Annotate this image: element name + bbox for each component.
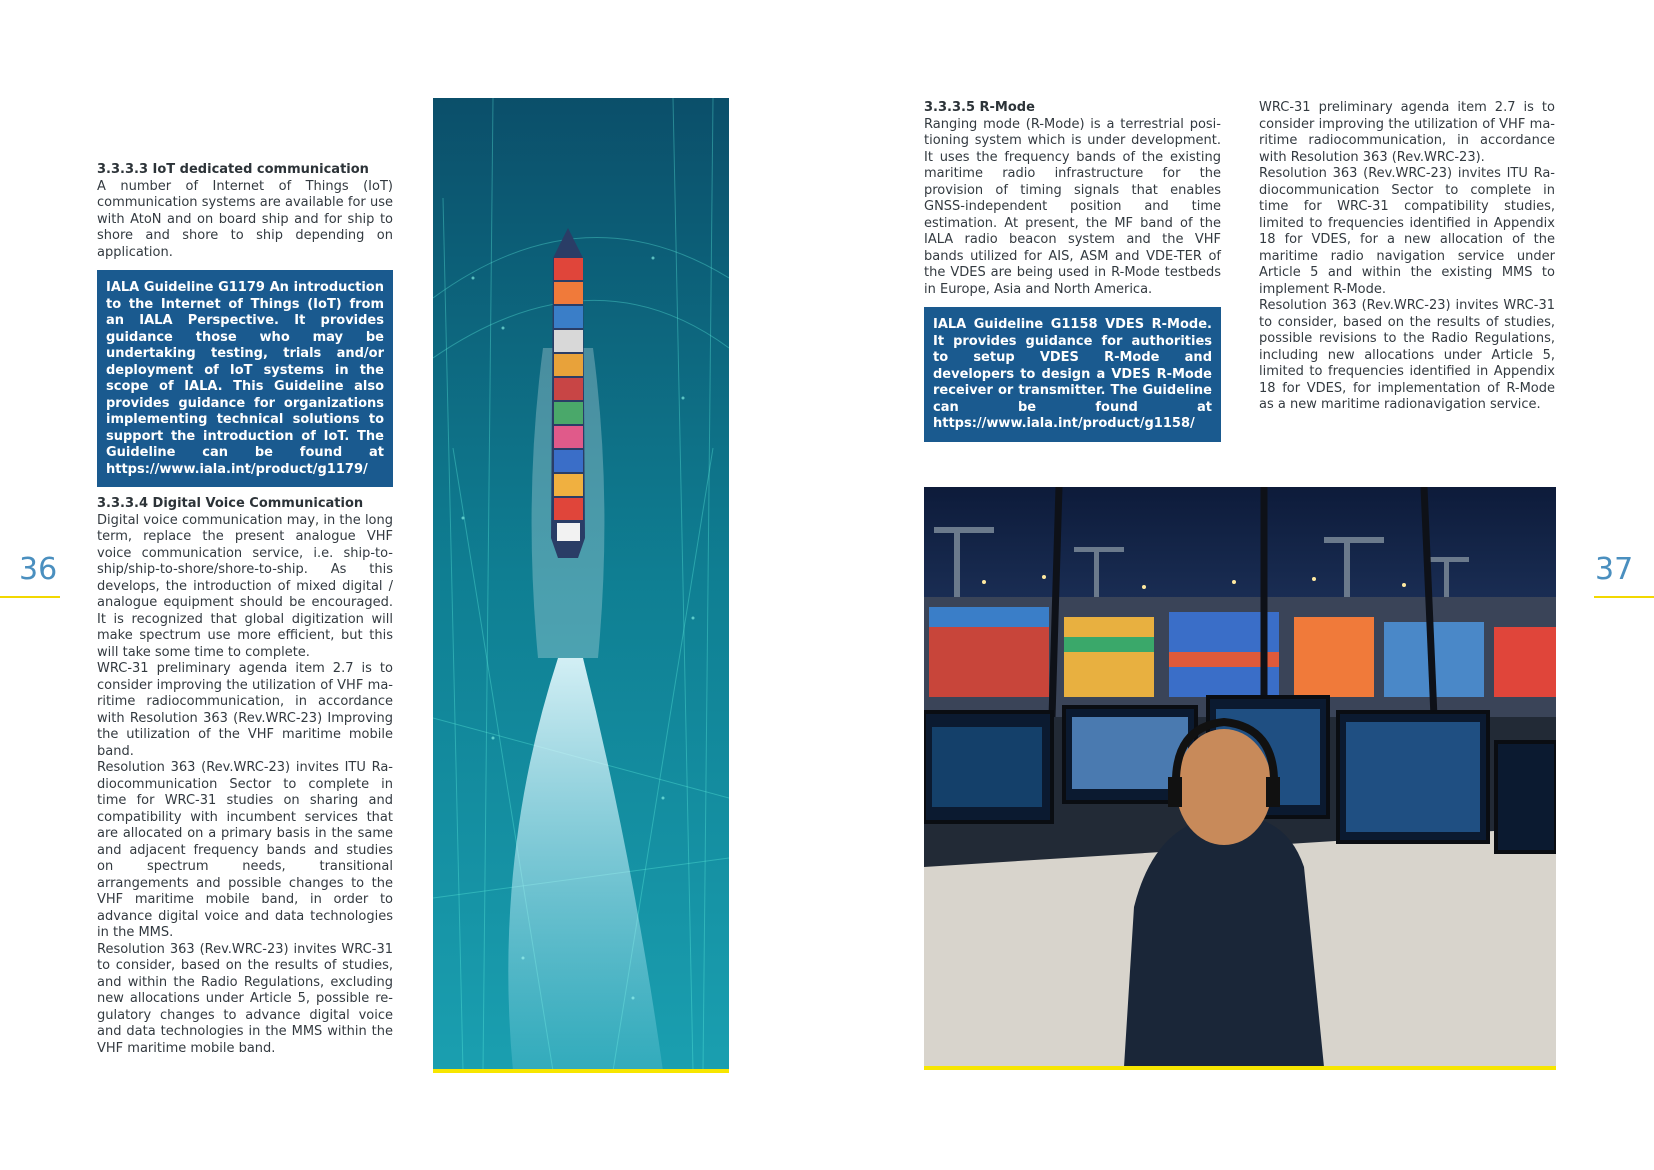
callout-g1158: IALA Guideline G1158 VDES R-Mode. It provides guidance for authorities to setup VDES R-Mode and developers to design a VDES R-Mode receiver or transmitter. The Guideline can be found at https://www.iala.int/product/g1158/ [924, 307, 1221, 442]
wrc-paragraph-3: Resolution 363 (Rev.WRC-23) invites WRC-31 to consider, based on the results of studies, possible revisions to the Radio Regulations, including new allocations under Article 5, limited to frequencies identified in Appendix 18 for VDES, for implementation of R-Mode as a new maritime radionavigation service. [1259, 298, 1555, 412]
section-heading-iot: 3.3.3.3 IoT dedicated communication [97, 162, 369, 177]
container-ship-aerial-photo [433, 98, 729, 1071]
page-number-rule-right [1594, 596, 1654, 598]
section-heading-r-mode: 3.3.3.5 R-Mode [924, 100, 1035, 115]
wrc-text-column [1259, 100, 1555, 414]
section-body-iot: A number of Internet of Things (IoT) communication systems are available for use with AtoN and on board ship and for ship to shore and shore to ship depending on application. [97, 178, 393, 260]
digital-voice-paragraph-1: Digital voice communication may, in the long term, replace the present analogue VHF voice communication service, i.e. ship-to-ship/ship-to-shore/shore-to-ship. As this develops, the introduction of mixed digital / analogue equipment should be encouraged. It is recognized that global digitization will make spectrum use more efficient, but this will take some time to complete. [97, 512, 393, 660]
page-number-left: 36 [19, 552, 58, 587]
page-number-right: 37 [1595, 552, 1634, 587]
r-mode-text-column [924, 100, 1221, 442]
section-heading-digital-voice: 3.3.3.4 Digital Voice Communication [97, 496, 364, 511]
wrc-paragraph-1: WRC-31 preliminary agenda item 2.7 is to consider improving the utilization of VHF maritime radiocommunication, in accordance with Resolution 363 (Rev.WRC-23). [1259, 100, 1555, 165]
page-number-rule-left [0, 596, 60, 598]
digital-voice-paragraph-4: Resolution 363 (Rev.WRC-23) invites WRC-31 to consider, based on the results of studies, and within the Radio Regulations, excluding new allocations under Article 5, possible regulatory changes to advance digital voice and data technologies in the MMS within the VHF maritime mobile band. [97, 941, 393, 1056]
control-photo-accent-bar [924, 1066, 1556, 1070]
port-control-room-photo [924, 487, 1556, 1067]
left-text-column [97, 162, 393, 1057]
ship-photo-accent-bar [433, 1069, 729, 1073]
wrc-paragraph-2: Resolution 363 (Rev.WRC-23) invites ITU Radiocommunication Sector to complete in time for WRC-31 compatibility studies, limited to frequencies identified in Appendix 18 for VDES, for a new allocation of the maritime radio navigation service under Article 5 and within the existing MMS to implement R-Mode. [1259, 166, 1555, 297]
callout-g1179: IALA Guideline G1179 An introduction to the Internet of Things (IoT) from an IALA Perspective. It provides guidance those who may be undertaking testing, trials and/or deployment of IoT systems in the scope of IALA. This Guideline also provides guidance for organizations implementing technical solutions to support the introduction of IoT. The Guideline can be found at https://www.iala.int/product/g1179/ [97, 270, 393, 487]
section-body-r-mode: Ranging mode (R-Mode) is a terrestrial positioning system which is under development. It uses the frequency bands of the existing maritime radio infrastructure for the provision of timing signals that enables GNSS-independent position and time estimation. At present, the MF band of the IALA radio beacon system and the VHF bands utilized for AIS, ASM and VDE-TER of the VDES are being used in R-Mode testbeds in Europe, Asia and North America. [924, 116, 1221, 297]
digital-voice-paragraph-2: WRC-31 preliminary agenda item 2.7 is to consider improving the utilization of VHF maritime radiocommunication, in accordance with Resolution 363 (Rev.WRC-23) Improving the utilization of the VHF maritime mobile band. [97, 661, 393, 759]
digital-voice-paragraph-3: Resolution 363 (Rev.WRC-23) invites ITU Radiocommunication Sector to complete in time for WRC-31 studies on sharing and compatibility with incumbent services that are allocated on a primary basis in the same and adjacent frequency bands and studies on spectrum needs, transitional arrangements and possible changes to the VHF maritime mobile band, in order to advance digital voice and data technologies in the MMS. [97, 760, 393, 940]
